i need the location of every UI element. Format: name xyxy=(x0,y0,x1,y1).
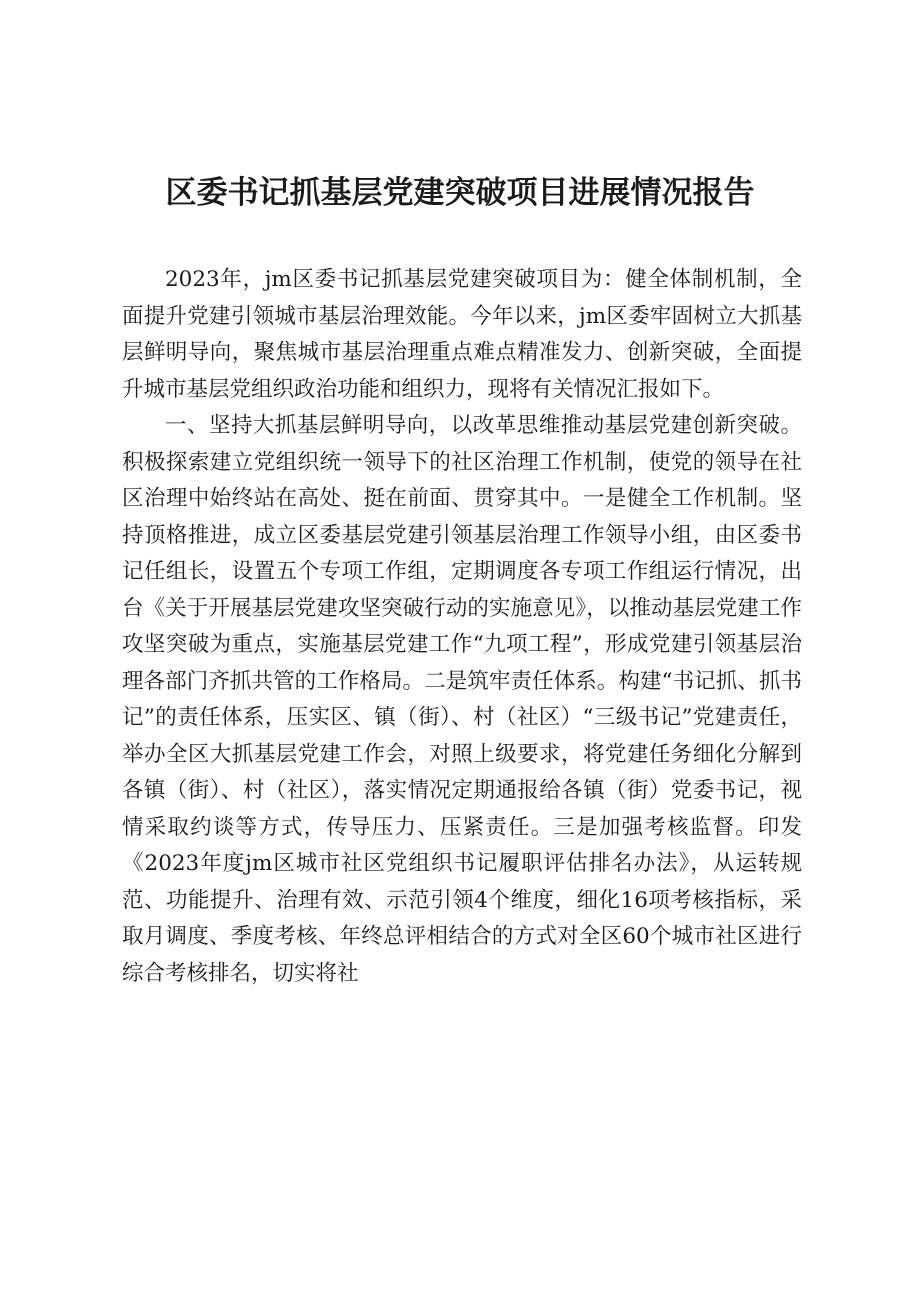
paragraph-section-one: 一、坚持大抓基层鲜明导向，以改革思维推动基层党建创新突破。积极探索建立党组织统一领导下的社区治理工作机制，使党的领导在社区治理中始终站在高处、挺在前面、贯穿其中。一是健全工作机制。坚持顶格推进，成立区委基层党建引领基层治理工作领导小组，由区委书记任组长，设置五个专项工作组，定期调度各专项工作组运行情况，出台《关于开展基层党建攻坚突破行动的实施意见》，以推动基层党建工作攻坚突破为重点，实施基层党建工作“九项工程”，形成党建引领基层治理各部门齐抓共管的工作格局。二是筑牢责任体系。构建“书记抓、抓书记”的责任体系，压实区、镇（街）、村（社区）“三级书记”党建责任，举办全区大抓基层党建工作会，对照上级要求，将党建任务细化分解到各镇（街）、村（社区），落实情况定期通报给各镇（街）党委书记，视情采取约谈等方式，传导压力、压紧责任。三是加强考核监督。印发《2023年度jm区城市社区党组织书记履职评估排名办法》，从运转规范、功能提升、治理有效、示范引领4个维度，细化16项考核指标，采取月调度、季度考核、年终总评相结合的方式对全区60个城市社区进行综合考核排名，切实将社 xyxy=(122,413,802,986)
paragraph-intro: 2023年，jm区委书记抓基层党建突破项目为：健全体制机制，全面提升党建引领城市基层治理效能。今年以来，jm区委牢固树立大抓基层鲜明导向，聚焦城市基层治理重点难点精准发力、创新突破，全面提升城市基层党组织政治功能和组织力，现将有关情况汇报如下。 xyxy=(122,267,802,402)
document-body xyxy=(122,262,802,992)
document-title: 区委书记抓基层党建突破项目进展情况报告 xyxy=(165,175,755,211)
